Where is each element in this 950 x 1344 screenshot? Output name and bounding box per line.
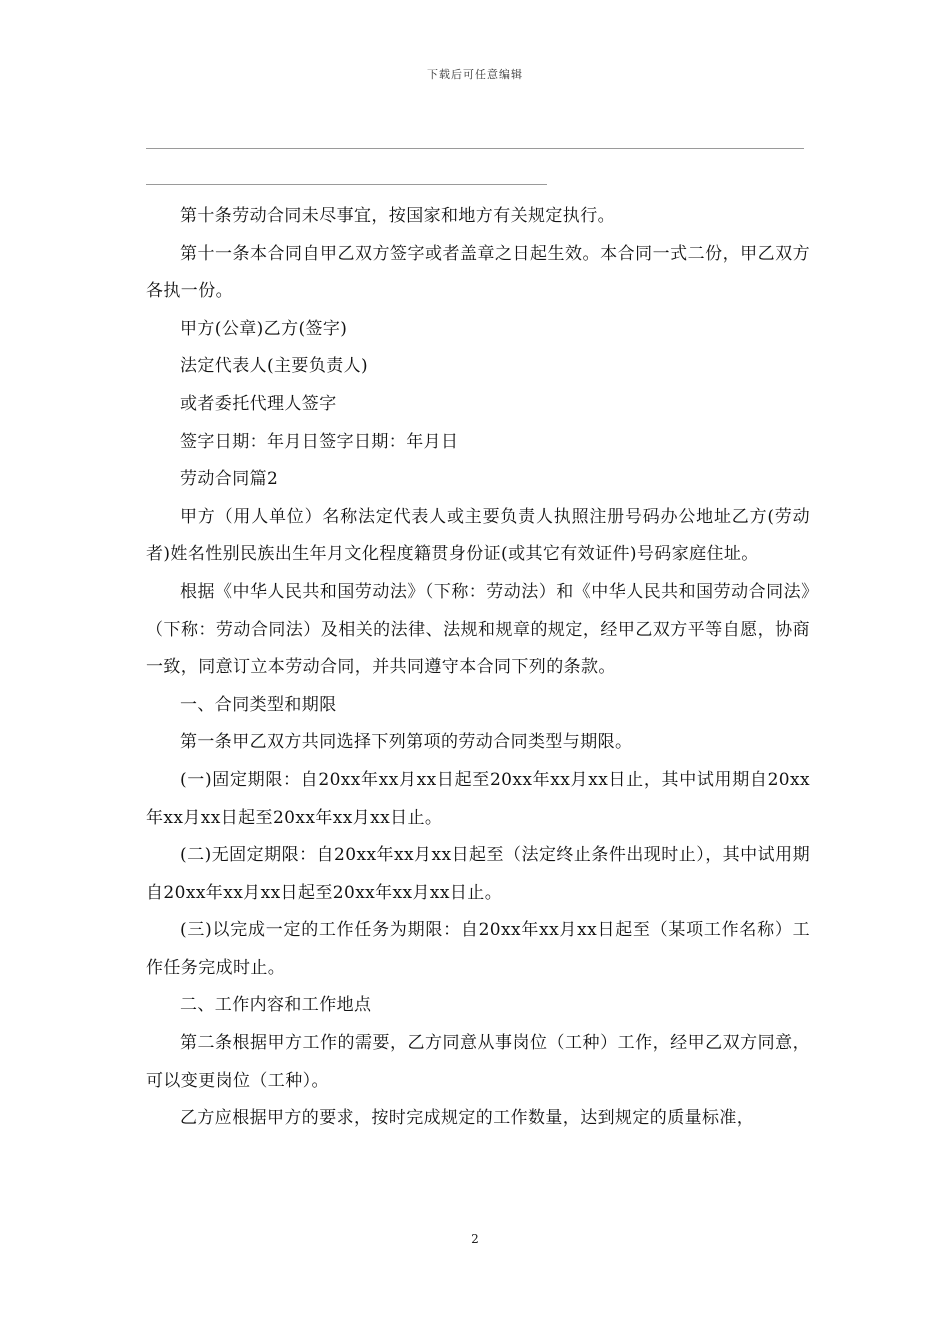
option-task-term: (三)以完成一定的工作任务为期限：自20xx年xx月xx日起至（某项工作名称）工作任务完成时止。 [146,920,810,978]
signature-date-line: 签字日期：年月日签字日期：年月日 [180,431,459,452]
option-open-term: (二)无固定期限：自20xx年xx月xx日起至（法定终止条件出现时止），其中试用期自20xx年xx月xx日起至20xx年xx月xx日止。 [146,845,810,903]
clause-10: 第十条劳动合同未尽事宜，按国家和地方有关规定执行。 [180,206,615,226]
page-number: 2 [471,1232,479,1246]
heading-contract-type: 一、合同类型和期限 [180,694,337,715]
agent-signature-line: 或者委托代理人签字 [180,393,337,414]
clause-11: 第十一条本合同自甲乙双方签字或者盖章之日起生效。本合同一式二份，甲乙双方各执一份。 [146,243,810,302]
legal-representative-line: 法定代表人(主要负责人) [180,356,369,377]
option-fixed-term: (一)固定期限：自20xx年xx月xx日起至20xx年xx月xx日止，其中试用期自20xx年xx月xx日起至20xx年xx月xx日止。 [146,769,810,828]
header-note: 下载后可任意编辑 [427,68,523,81]
blank-underline-line [146,148,804,149]
section-title: 劳动合同篇2 [180,469,279,490]
clause-1: 第一条甲乙双方共同选择下列第项的劳动合同类型与期限。 [180,732,633,753]
parties-info-paragraph: 甲方（用人单位）名称法定代表人或主要负责人执照注册号码办公地址乙方(劳动者)姓名性别民族出生年月文化程度籍贯身份证(或其它有效证件)号码家庭住址。 [146,506,810,565]
work-requirements-paragraph: 乙方应根据甲方的要求，按时完成规定的工作数量，达到规定的质量标准， [180,1108,755,1129]
blank-underline-line-short [146,184,547,185]
signature-party-line: 甲方(公章)乙方(签字) [180,318,348,339]
legal-basis-paragraph: 根据《中华人民共和国劳动法》（下称：劳动法）和《中华人民共和国劳动合同法》（下称：劳动合同法）及相关的法律、法规和规章的规定，经甲乙双方平等自愿，协商一致，同意订立本劳动合同，并共同遵守本合同下列的条款。 [146,581,810,678]
heading-work-content: 二、工作内容和工作地点 [180,995,372,1016]
clause-2: 第二条根据甲方工作的需要，乙方同意从事岗位（工种）工作，经甲乙双方同意，可以变更岗位（工种）。 [146,1033,810,1091]
document-body [146,198,810,1138]
